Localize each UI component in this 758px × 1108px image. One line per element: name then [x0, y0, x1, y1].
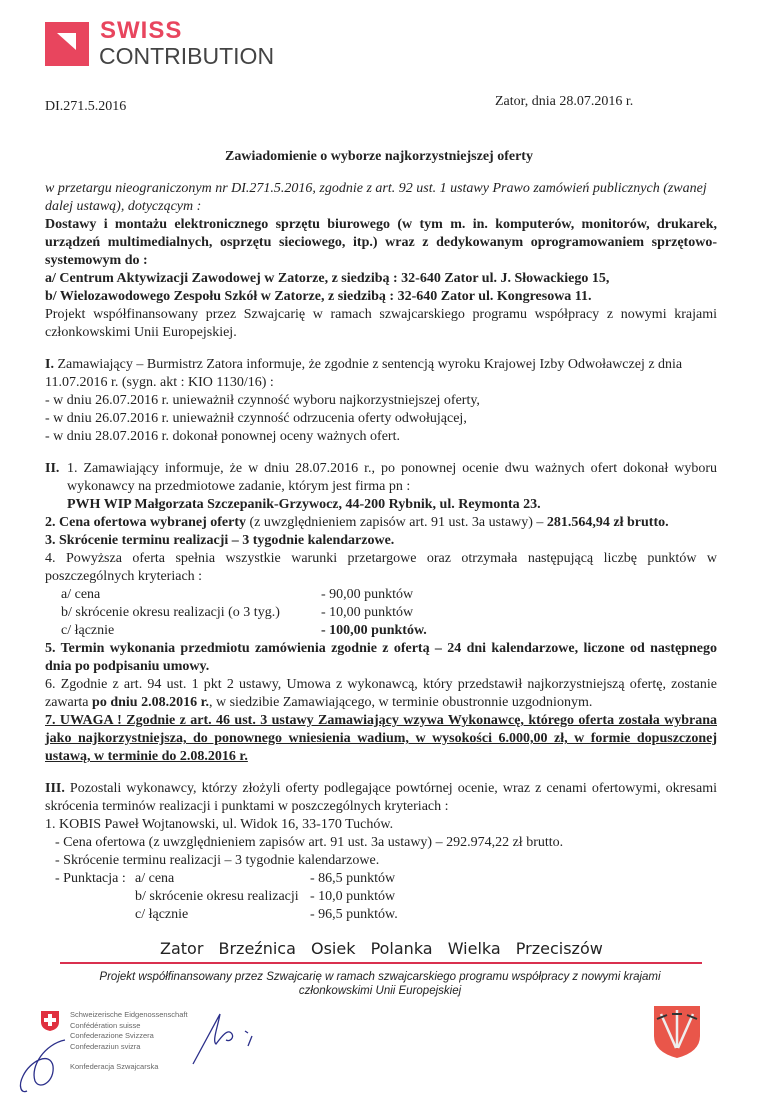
section-1: [45, 356, 717, 446]
score-label: b/ skrócenie okresu realizacji: [135, 889, 299, 904]
confederation-line: Confédération suisse: [70, 1020, 141, 1030]
score-value: - 10,00 punktów: [321, 605, 414, 620]
document-title: Zawiadomienie o wyborze najkorzystniejszej oferty: [225, 149, 533, 164]
document-body: [45, 180, 717, 924]
section-3-text: Pozostali wykonawcy, którzy złożyli oferty podlegające powtórnej ocenie, wraz z cenami ofertowymi, okresami skrócenia terminów realizacji i punktami w poszczególnych kryteriach :: [45, 781, 718, 814]
town: Brzeźnica: [218, 939, 296, 958]
section-2-p4: 4. Powyższa oferta spełnia wszystkie warunki przetargowe oraz otrzymała następującą liczbę punktów w poszczególnych kryteriach :: [45, 551, 717, 584]
score-value: - 10,0 punktów: [310, 889, 396, 904]
score-value: - 90,00 punktów: [321, 587, 414, 602]
document-reference: DI.271.5.2016: [45, 99, 127, 114]
confederation-line: Schweizerische Eidgenossenschaft: [70, 1010, 188, 1019]
score-label: b/ skrócenie okresu realizacji (o 3 tyg.): [61, 605, 280, 620]
town: Osiek: [310, 939, 356, 958]
section-1-text: Zamawiający – Burmistrz Zatora informuje, że zgodnie z sentencją wyroku Krajowej Izby Odwoławczej z dnia 11.07.2016 r. (sygn. akt : KIO 1130/16) :: [45, 357, 683, 390]
logo-text-contribution: CONTRIBUTION: [99, 43, 275, 69]
section-2-p5: 5. Termin wykonania przedmiotu zamówienia zgodnie z ofertą – 24 dni kalendarzowe, liczone od następnego dnia po podpisaniu umowy.: [45, 641, 717, 674]
town: Polanka Wielka: [370, 939, 501, 958]
footer-divider: [60, 962, 702, 964]
score-value: - 86,5 punktów: [310, 871, 396, 886]
score-table: [45, 586, 717, 640]
page-footer: [0, 938, 758, 1108]
logo-triangle-icon: [45, 22, 89, 66]
intro-italic: w przetargu nieograniczonym nr DI.271.5.2016, zgodnie z art. 92 ust. 1 ustawy Prawo zamówień publicznych (zwanej dalej ustawą), dotyczącym :: [45, 181, 707, 214]
section-1-item: - w dniu 26.07.2016 r. unieważnił czynność wyboru najkorzystniejszej oferty,: [45, 393, 480, 408]
town: Przeciszów: [515, 939, 603, 958]
swiss-flag-icon: [40, 1010, 60, 1032]
score-label: a/ cena: [135, 871, 175, 886]
swiss-contribution-logo-mark: [45, 22, 89, 66]
score-label: c/ łącznie: [61, 623, 115, 638]
section-2-p6a: 6. Zgodnie z art. 94 ust. 1 pkt 2 ustawy, Umowa z wykonawcą, który przedstawił najkorzystniejszą ofertę, zostanie zawarta: [45, 677, 717, 710]
place-date: Zator, dnia 28.07.2016 r.: [495, 94, 634, 109]
score-row: [61, 604, 717, 622]
selected-price: 281.564,94 zł brutto.: [546, 515, 669, 530]
score-value: - 96,5 punktów.: [310, 907, 398, 922]
confederation-line: Konfederacja Szwajcarska: [70, 1062, 159, 1071]
score-row: [61, 622, 717, 640]
other-scoring: [45, 870, 717, 924]
confederation-names: [70, 1010, 188, 1073]
logo-text-swiss: SWISS: [100, 17, 183, 44]
footer-emblems: [0, 1004, 758, 1104]
score-row: [135, 870, 398, 888]
section-1-numeral: I.: [45, 357, 54, 372]
price-label: 2. Cena ofertowa wybranej oferty: [45, 515, 246, 530]
score-label: a/ cena: [61, 587, 101, 602]
score-row: [135, 906, 398, 924]
confederation-line: Confederaziun svizra: [70, 1041, 141, 1051]
section-1-item: - w dniu 28.07.2016 r. dokonał ponownej oceny ważnych ofert.: [45, 429, 400, 444]
other-term: - Skrócenie terminu realizacji – 3 tygodnie kalendarzowe.: [55, 853, 380, 868]
page-header: [0, 0, 758, 140]
scoring-label: - Punktacja :: [55, 871, 126, 886]
location-b: b/ Wielozawodowego Zespołu Szkół w Zatorze, z siedzibą : 32-640 Zator ul. Kongresowa 11.: [45, 289, 592, 304]
score-row: [135, 888, 398, 906]
score-value: - 100,00 punktów.: [321, 623, 427, 638]
warning-note: 7. UWAGA ! Zgodnie z art. 46 ust. 3 ustawy Zamawiający wzywa Wykonawcę, którego oferta została wybrana jako najkorzystniejsza, do ponownego wniesienia wadium, w wysokości 6.000,00 zł, w formie dopuszczonej ustawą, w terminie do 2.08.2016 r.: [45, 713, 717, 764]
footer-towns: [160, 938, 758, 960]
confederation-line: Confederazione Svizzera: [70, 1031, 154, 1040]
other-price: - Cena ofertowa (z uwzględnieniem zapisów art. 91 ust. 3a ustawy) – 292.974,22 zł brutto.: [55, 835, 564, 850]
location-a: a/ Centrum Aktywizacji Zawodowej w Zatorze, z siedzibą : 32-640 Zator ul. J. Słowackiego 15,: [45, 271, 610, 286]
signature-right-icon: [190, 1006, 270, 1066]
selected-company: PWH WIP Małgorzata Szczepanik-Grzywocz, 44-200 Rybnik, ul. Reymonta 23.: [67, 497, 541, 512]
contract-date: po dniu 2.08.2016 r.: [92, 695, 209, 710]
section-2-p1: 1. Zamawiający informuje, że w dniu 28.07.2016 r., po ponownej ocenie dwu ważnych ofert dokonał wyboru wykonawcy na przedmiotowe zadanie, którym jest firma pn :: [67, 461, 717, 494]
intro-block: [45, 180, 717, 342]
section-2-p3: 3. Skrócenie terminu realizacji – 3 tygodnie kalendarzowe.: [45, 533, 395, 548]
project-note: Projekt współfinansowany przez Szwajcarię w ramach szwajcarskiego programu współpracy z nowymi krajami członkowskimi Unii Europejskiej.: [45, 307, 717, 340]
section-3-numeral: III.: [45, 781, 65, 796]
tender-subject: Dostawy i montażu elektronicznego sprzętu biurowego (w tym m. in. komputerów, monitorów, drukarek, urządzeń multimedialnych, osprzętu sieciowego, itp.) wraz z dedykowanym oprogramowaniem sprzętowo-systemowym do :: [45, 217, 717, 268]
other-company: 1. KOBIS Paweł Wojtanowski, ul. Widok 16, 33-170 Tuchów.: [45, 817, 394, 832]
footer-project-note: Projekt współfinansowany przez Szwajcarię w ramach szwajcarskiego programu współpracy z nowymi krajami członkowskimi Unii Europejskiej: [99, 971, 661, 997]
score-row: [61, 586, 717, 604]
town: Zator: [160, 939, 204, 958]
price-note: (z uwzględnieniem zapisów art. 91 ust. 3a ustawy) –: [246, 515, 547, 530]
section-1-item: - w dniu 26.07.2016 r. unieważnił czynność odrzucenia oferty odwołującej,: [45, 411, 467, 426]
signature-left-icon: [15, 1036, 75, 1098]
section-3: [45, 780, 717, 924]
section-2-numeral: II.: [45, 461, 60, 476]
section-2-p6b: , w siedzibie Zamawiającego, w terminie obustronnie uzgodnionym.: [209, 695, 593, 710]
section-2: [45, 460, 717, 766]
zator-coat-of-arms-icon: [652, 1004, 702, 1060]
score-label: c/ łącznie: [135, 907, 189, 922]
